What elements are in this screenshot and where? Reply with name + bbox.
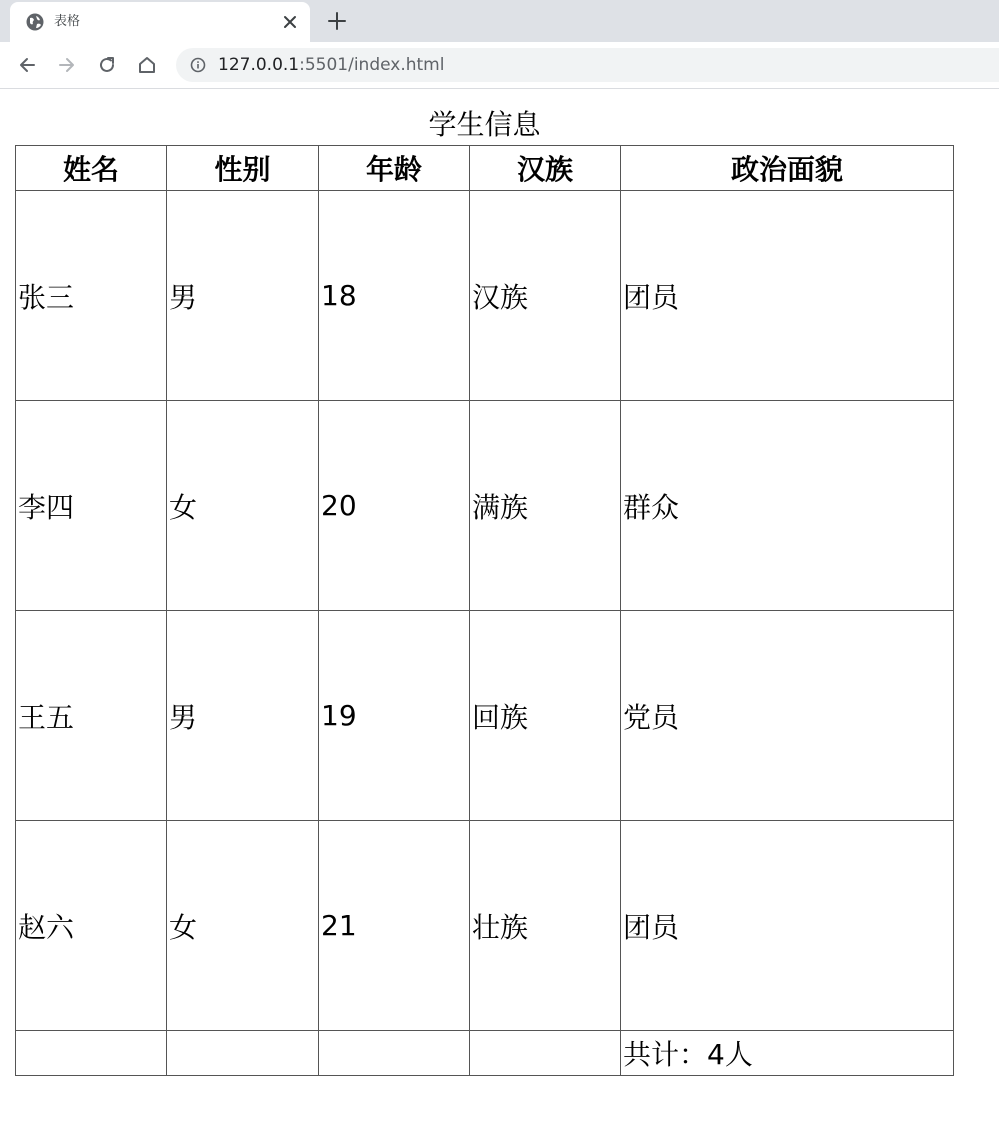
browser-tab[interactable] [10, 2, 310, 42]
footer-cell [319, 1031, 470, 1076]
address-bar[interactable] [176, 48, 999, 82]
table-cell: 男 [167, 611, 319, 821]
table-cell: 李四 [16, 401, 167, 611]
header-cell: 汉族 [470, 146, 621, 191]
url-text[interactable] [218, 56, 444, 74]
forward-arrow-icon[interactable] [56, 54, 78, 76]
table-cell: 19 [319, 611, 470, 821]
browser-toolbar [0, 42, 999, 89]
table-cell: 团员 [621, 191, 954, 401]
table-cell: 女 [167, 401, 319, 611]
table-row [16, 401, 954, 611]
table-row [16, 821, 954, 1031]
footer-cell [470, 1031, 621, 1076]
table-cell: 壮族 [470, 821, 621, 1031]
table-cell: 满族 [470, 401, 621, 611]
table-cell: 汉族 [470, 191, 621, 401]
header-cell: 性别 [167, 146, 319, 191]
reload-icon[interactable] [96, 54, 118, 76]
table-cell: 赵六 [16, 821, 167, 1031]
header-cell: 年龄 [319, 146, 470, 191]
page-content [0, 89, 999, 1134]
table-caption: 学生信息 [428, 108, 541, 141]
home-icon[interactable] [136, 54, 158, 76]
plus-icon[interactable] [326, 10, 348, 32]
url-host: 127.0.0.1 [218, 55, 300, 75]
header-cell: 政治面貌 [621, 146, 954, 191]
header-row [16, 146, 954, 191]
tab-strip [0, 0, 999, 42]
student-table [15, 105, 954, 1076]
table-cell: 回族 [470, 611, 621, 821]
table-cell: 女 [167, 821, 319, 1031]
table-cell: 21 [319, 821, 470, 1031]
table-cell: 20 [319, 401, 470, 611]
footer-cell [167, 1031, 319, 1076]
footer-row [16, 1031, 954, 1076]
table-row [16, 611, 954, 821]
table-cell: 男 [167, 191, 319, 401]
table-cell: 团员 [621, 821, 954, 1031]
back-arrow-icon[interactable] [16, 54, 38, 76]
tab-title: 表格 [54, 14, 81, 29]
close-icon[interactable] [280, 12, 300, 32]
table-cell: 18 [319, 191, 470, 401]
header-cell: 姓名 [16, 146, 167, 191]
table-cell: 党员 [621, 611, 954, 821]
footer-cell [16, 1031, 167, 1076]
table-cell: 群众 [621, 401, 954, 611]
table-cell: 王五 [16, 611, 167, 821]
globe-icon [26, 13, 44, 31]
info-icon[interactable] [190, 57, 206, 73]
table-cell: 张三 [16, 191, 167, 401]
table-row [16, 191, 954, 401]
total-count: 共计：4人 [621, 1031, 954, 1076]
url-path: :5501/index.html [299, 55, 445, 75]
